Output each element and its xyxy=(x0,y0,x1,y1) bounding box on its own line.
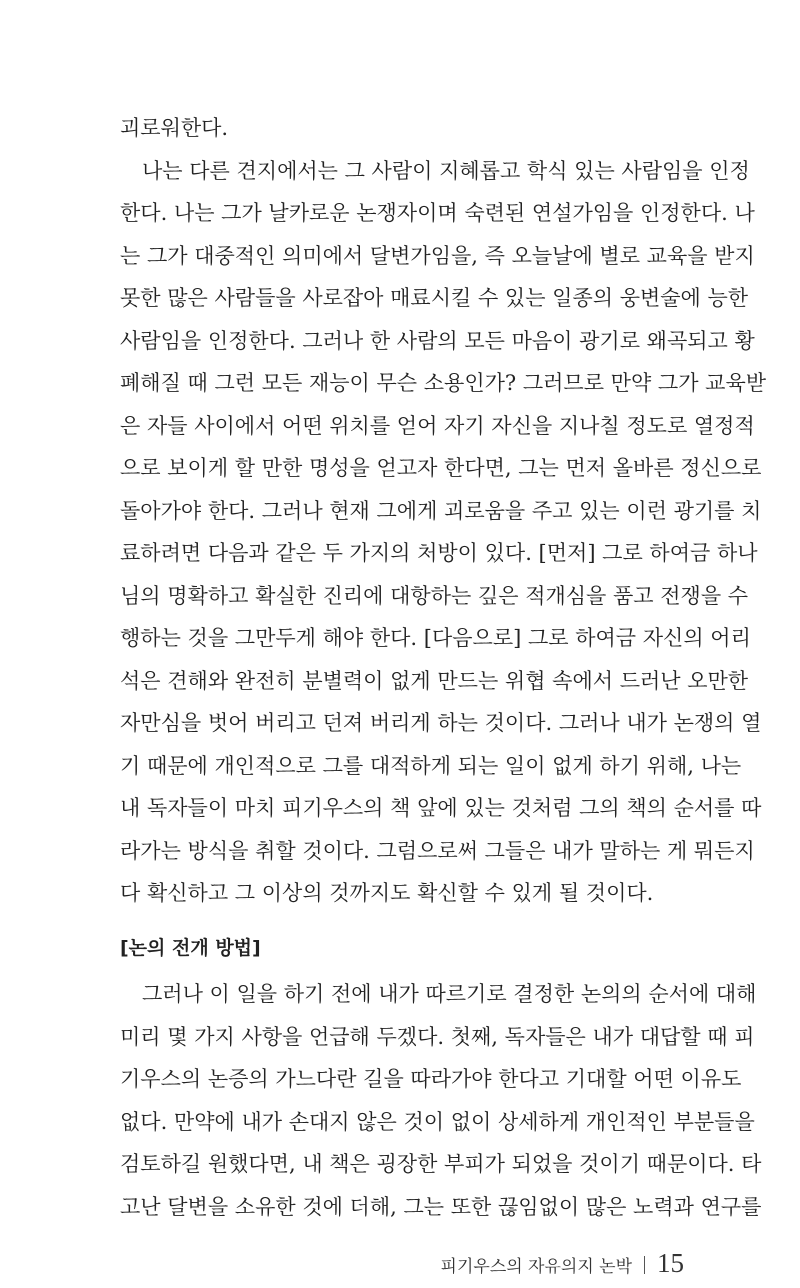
text-line: 행하는 것을 그만두게 해야 한다. [다음으로] 그로 하여금 자신의 어리 xyxy=(120,626,751,650)
text-line: 자만심을 벗어 버리고 던져 버리게 하는 것이다. 그러나 내가 논쟁의 열 xyxy=(120,711,762,735)
text-line: 은 자들 사이에서 어떤 위치를 얻어 자기 자신을 지나칠 정도로 열정적 xyxy=(120,413,755,438)
text-line: 는 그가 대중적인 의미에서 달변가임을, 즉 오늘날에 별로 교육을 받지 xyxy=(120,243,755,268)
text-line: 님의 명확하고 확실한 진리에 대항하는 깊은 적개심을 품고 전쟁을 수 xyxy=(120,583,749,608)
footer-divider xyxy=(644,1256,645,1274)
text-line: 나는 다른 견지에서는 그 사람이 지혜롭고 학식 있는 사람임을 인정 xyxy=(142,158,750,183)
text-line: 폐해질 때 그런 모든 재능이 무슨 소용인가? 그러므로 만약 그가 교육받 xyxy=(120,371,767,395)
running-title: 피기우스의 자유의지 논박 xyxy=(440,1257,632,1277)
page-footer xyxy=(441,1248,684,1288)
text-line: 한다. 나는 그가 날카로운 논쟁자이며 숙련된 연설가임을 인정한다. 나 xyxy=(120,201,755,225)
text-line: 다 확신하고 그 이상의 것까지도 확신할 수 있게 될 것이다. xyxy=(120,881,654,905)
text-line: 라가는 방식을 취할 것이다. 그럼으로써 그들은 내가 말하는 게 뭐든지 xyxy=(120,838,755,863)
text-line: 못한 많은 사람들을 사로잡아 매료시킬 수 있는 일종의 웅변술에 능한 xyxy=(120,286,749,310)
page-number: 15 xyxy=(657,1248,684,1278)
text-line: 그러나 이 일을 하기 전에 내가 따르기로 결정한 논의의 순서에 대해 xyxy=(142,982,757,1006)
text-line: 기우스의 논증의 가느다란 길을 따라가야 한다고 기대할 어떤 이유도 xyxy=(120,1067,742,1091)
text-line: 사람임을 인정한다. 그러나 한 사람의 모든 마음이 광기로 왜곡되고 황 xyxy=(120,328,755,353)
text-line: 으로 보이게 할 만한 명성을 얻고자 한다면, 그는 먼저 올바른 정신으로 xyxy=(120,456,762,480)
text-line: 미리 몇 가지 사항을 언급해 두겠다. 첫째, 독자들은 내가 대답할 때 피 xyxy=(120,1024,755,1049)
text-line: 기 때문에 개인적으로 그를 대적하게 되는 일이 없게 하기 위해, 나는 xyxy=(120,753,742,778)
section-heading: [논의 전개 방법] xyxy=(120,936,261,959)
text-line: 돌아가야 한다. 그러나 현재 그에게 괴로움을 주고 있는 이런 광기를 치 xyxy=(120,498,762,523)
text-line: 석은 견해와 완전히 분별력이 없게 만드는 위협 속에서 드러난 오만한 xyxy=(120,668,749,693)
text-line: 내 독자들이 마치 피기우스의 책 앞에 있는 것처럼 그의 책의 순서를 따 xyxy=(120,796,762,820)
text-line: 고난 달변을 소유한 것에 더해, 그는 또한 끊임없이 많은 노력과 연구를 xyxy=(120,1194,762,1219)
text-line: 괴로워한다. xyxy=(120,116,229,140)
text-line: 검토하길 원했다면, 내 책은 굉장한 부피가 되었을 것이기 때문이다. 타 xyxy=(120,1152,762,1176)
text-line: 료하려면 다음과 같은 두 가지의 처방이 있다. [먼저] 그로 하여금 하나 xyxy=(120,541,758,565)
text-line: 없다. 만약에 내가 손대지 않은 것이 없이 상세하게 개인적인 부분들을 xyxy=(120,1109,755,1134)
